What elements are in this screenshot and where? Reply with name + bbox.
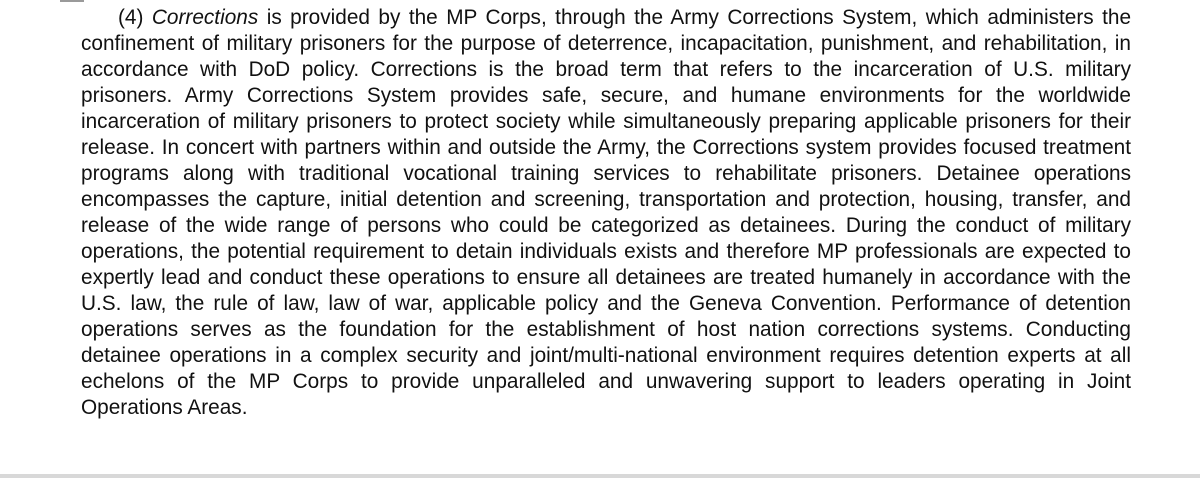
paragraph-marker: (4) <box>118 6 144 29</box>
paragraph-term: Corrections <box>151 6 259 29</box>
paragraph-body: is provided by the MP Corps, through the Army Corrections System, which administers the confinement of military prisoners for the purpose of deterrence, incapacitation, punishment, and rehabilitation, in accordance with DoD policy. Corrections is the broad term that refers to the incarceration of U.S. military prisoners. Army Corrections System provides safe, secure, and humane environments for the worldwide incarceration of military prisoners to protect society while simultaneously preparing applicable prisoners for their release. In concert with partners within and outside the Army, the Corrections system provides focused treatment programs along with traditional vocational training services to rehabilitate prisoners. Detainee operations encompasses the capture, initial detention and screening, transportation and protection, housing, transfer, and release of the wide range of persons who could be categorized as detainees. During the conduct of military operations, the potential requirement to detain individuals exists and therefore MP professionals are expected to expertly lead and conduct these operations to ensure all detainees are treated humanely in accordance with the U.S. law, the rule of law, law of war, applicable policy and the Geneva Convention. Performance of detention operations serves as the foundation for the establishment of host nation corrections systems. Conducting detainee operations in a complex security and joint/multi-national environment requires detention experts at all echelons of the MP Corps to provide unparalleled and unwavering support to leaders operating in Joint Operations Areas. <box>81 6 1132 419</box>
page-bottom-edge <box>0 474 1200 478</box>
previous-line-fragment <box>60 0 84 2</box>
corrections-paragraph <box>81 5 1131 421</box>
